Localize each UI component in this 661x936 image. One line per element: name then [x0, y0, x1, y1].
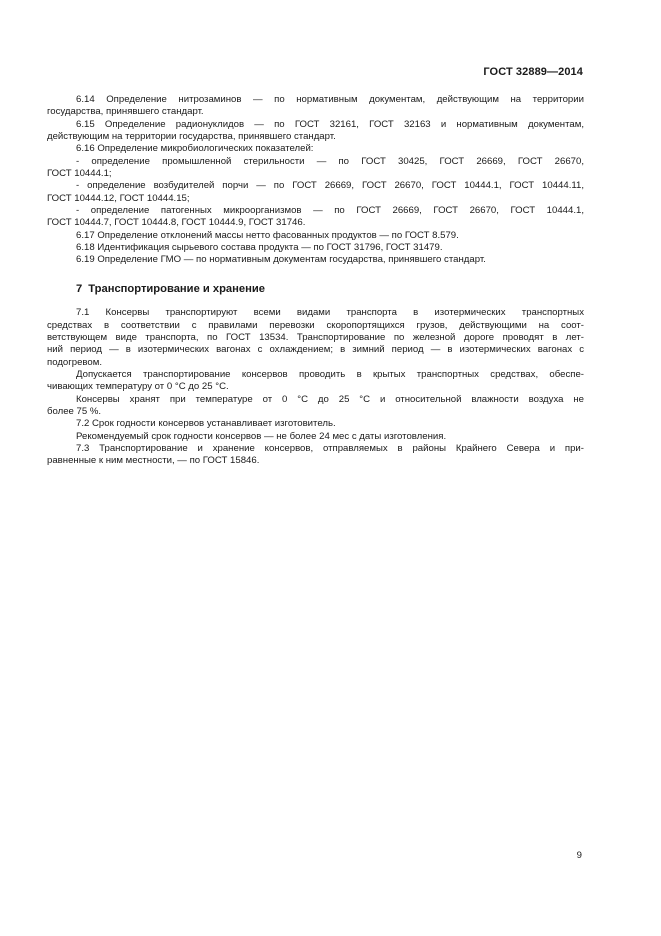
text-line: подогревом. — [47, 356, 103, 368]
clause-6-19 — [47, 254, 584, 266]
text-line: ГОСТ 10444.12, ГОСТ 10444.15; — [47, 192, 190, 204]
clause-6-16-item-a — [47, 156, 584, 181]
text-line: - определение патогенных микроорганизмов — по ГОСТ 26669, ГОСТ 26670, ГОСТ 10444.1, — [76, 205, 584, 217]
text-line: 6.15 Определение радионуклидов — по ГОСТ 32161, ГОСТ 32163 и нормативным документам, — [76, 118, 584, 130]
text-line: Консервы хранят при температуре от 0 °С до 25 °С и относительной влажности воздуха не — [76, 393, 584, 405]
text-line: более 75 %. — [47, 405, 102, 417]
clause-6-14 — [47, 94, 584, 119]
text-line: Рекомендуемый срок годности консервов — не более 24 мес с даты изготовления. — [76, 430, 447, 442]
text-line: 6.18 Идентификация сырьевого состава продукта — по ГОСТ 31796, ГОСТ 31479. — [76, 242, 443, 254]
text-line: - определение промышленной стерильности — по ГОСТ 30425, ГОСТ 26669, ГОСТ 26670, — [76, 155, 584, 167]
clause-6-17 — [47, 230, 584, 242]
clause-6-18 — [47, 242, 584, 254]
clause-6-16-item-b — [47, 180, 584, 205]
text-line: ний период — в изотермических вагонах с охлаждением; в зимний период — в изотермических вагонах с — [47, 344, 584, 356]
text-line: чивающих температуру от 0 °С до 25 °С. — [47, 381, 229, 393]
text-line: ГОСТ 10444.1; — [47, 168, 112, 180]
text-line: 7.2 Срок годности консервов устанавливает изготовитель. — [76, 418, 336, 430]
clause-6-16-item-c — [47, 205, 584, 230]
clause-6-16 — [47, 143, 584, 155]
clause-7-2 — [47, 418, 584, 430]
clause-7-1-transport — [47, 369, 584, 394]
text-line: 7.1 Консервы транспортируют всеми видами транспорта в изотермических транспортных — [76, 307, 584, 319]
section-heading — [76, 283, 584, 295]
text-line: Допускается транспортирование консервов проводить в крытых транспортных средствах, обеспе- — [76, 368, 584, 380]
clause-7-1-storage — [47, 394, 584, 419]
text-line: ветствующем виде транспорта, по ГОСТ 13534. Транспортирование по железной дороге проводят в лет- — [47, 331, 584, 343]
text-line: ГОСТ 10444.7, ГОСТ 10444.8, ГОСТ 10444.9, ГОСТ 31746. — [47, 217, 306, 229]
text-line: 6.14 Определение нитрозаминов — по нормативным документам, действующим на территории — [76, 94, 584, 105]
document-id-header: ГОСТ 32889—2014 — [483, 66, 583, 78]
text-line: - определение возбудителей порчи — по ГОСТ 26669, ГОСТ 26670, ГОСТ 10444.1, ГОСТ 10444.11, — [76, 180, 584, 192]
page-number: 9 — [576, 850, 582, 861]
text-line: 6.16 Определение микробиологических показателей: — [76, 143, 314, 155]
section-title: Транспортирование и хранение — [88, 282, 265, 295]
text-line: 7.3 Транспортирование и хранение консервов, отправляемых в районы Крайнего Севера и при- — [76, 442, 584, 454]
text-line: равненные к ним местности, — по ГОСТ 15846. — [47, 455, 260, 467]
clause-7-2-recommended — [47, 431, 584, 443]
clause-7-1 — [47, 307, 584, 369]
text-line: 6.17 Определение отклонений массы нетто фасованных продуктов — по ГОСТ 8.579. — [76, 229, 459, 241]
document-body — [47, 94, 584, 468]
text-line: 6.19 Определение ГМО — по нормативным документам государства, принявшего стандарт. — [76, 254, 486, 266]
clause-7-3 — [47, 443, 584, 468]
section-number: 7 — [76, 282, 83, 295]
text-line: действующим на территории государства, принявшего стандарт. — [47, 131, 336, 143]
text-line: средствах в соответствии с правилами перевозки скоропортящихся грузов, действующими на соот- — [47, 319, 584, 331]
clause-6-15 — [47, 119, 584, 144]
text-line: государства, принявшего стандарт. — [47, 106, 204, 118]
